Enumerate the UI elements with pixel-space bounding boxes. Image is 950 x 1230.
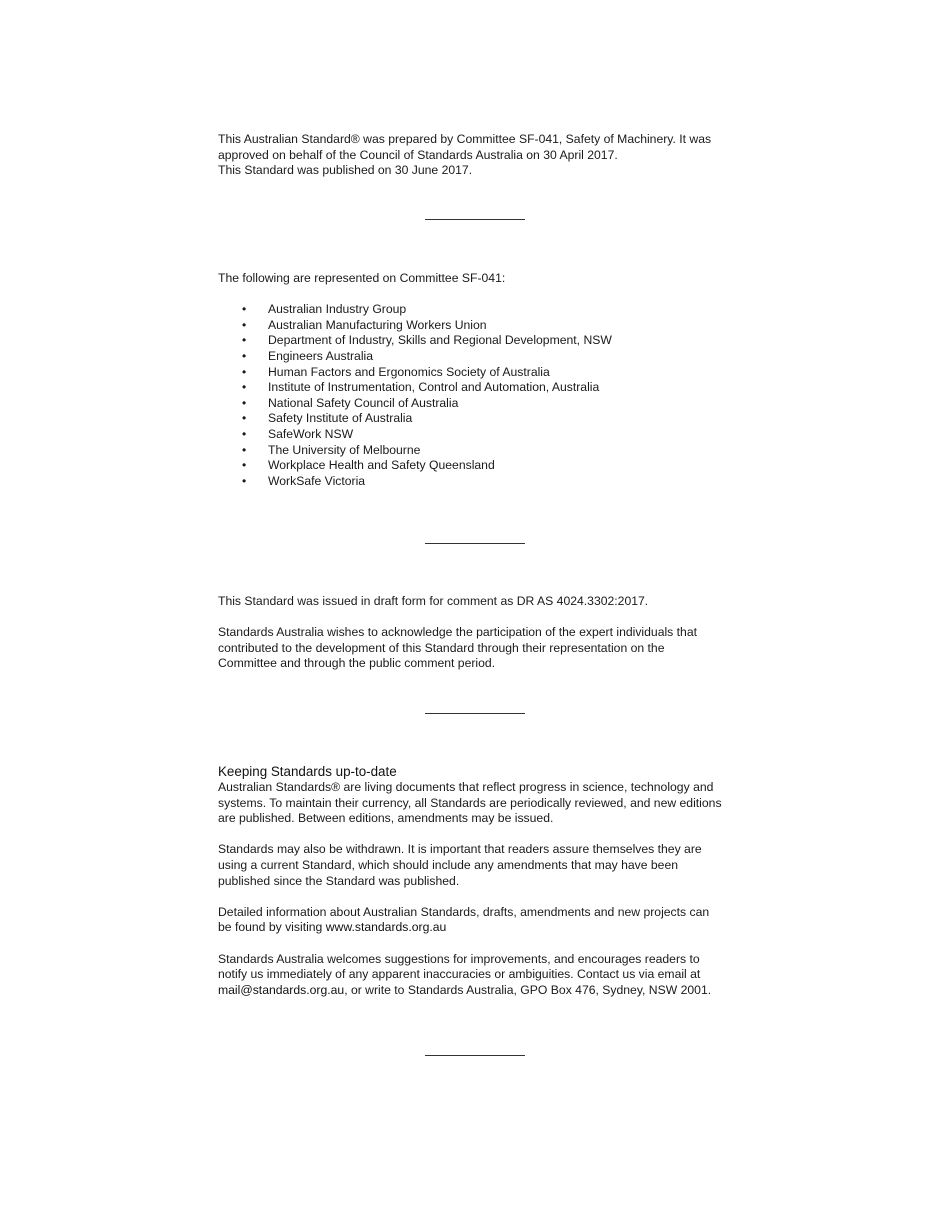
bullet-icon: • xyxy=(242,426,247,441)
acknowledgement-paragraph xyxy=(218,625,738,672)
member-name: Institute of Instrumentation, Control and Automation, Australia xyxy=(268,380,600,395)
bullet-icon: • xyxy=(242,348,247,363)
list-item xyxy=(218,443,738,459)
bullet-icon: • xyxy=(242,302,247,317)
preparation-statement xyxy=(218,132,738,179)
paragraph-line: Standards Australia welcomes suggestions for improvements, and encourages readers to xyxy=(218,951,700,966)
list-item xyxy=(218,349,738,365)
member-name: Engineers Australia xyxy=(268,348,374,363)
member-name: The University of Melbourne xyxy=(268,442,421,457)
member-name: Human Factors and Ergonomics Society of Australia xyxy=(268,364,550,379)
section-heading: Keeping Standards up-to-date xyxy=(218,764,397,779)
list-item xyxy=(218,458,738,474)
keeping-standards-section xyxy=(218,764,738,998)
bullet-icon: • xyxy=(242,458,247,473)
draft-issued-statement: This Standard was issued in draft form for comment as DR AS 4024.3302:2017. xyxy=(218,594,649,608)
list-item xyxy=(218,365,738,381)
list-item xyxy=(218,302,738,318)
list-item xyxy=(218,396,738,412)
preparation-line-1: This Australian Standard® was prepared by Committee SF-041, Safety of Machinery. It was xyxy=(218,132,712,146)
member-name: Department of Industry, Skills and Regional Development, NSW xyxy=(268,333,612,348)
bullet-icon: • xyxy=(242,442,247,457)
list-item xyxy=(218,318,738,334)
committee-member-list xyxy=(218,302,738,489)
list-item xyxy=(218,411,738,427)
acknowledgement-line-1: Standards Australia wishes to acknowledge the participation of the expert individuals that xyxy=(218,625,697,640)
paragraph-line: notify us immediately of any apparent inaccuracies or ambiguities. Contact us via email at xyxy=(218,967,701,982)
list-item xyxy=(218,333,738,349)
member-name: Safety Institute of Australia xyxy=(268,411,413,426)
withdrawn-paragraph xyxy=(218,842,738,889)
suggestions-paragraph xyxy=(218,952,738,999)
paragraph-line xyxy=(218,983,738,999)
paragraph-text: , or write to Standards Australia, GPO Box 476, Sydney, NSW 2001. xyxy=(344,982,712,997)
paragraph-line: Detailed information about Australian Standards, drafts, amendments and new projects can xyxy=(218,904,710,919)
information-paragraph xyxy=(218,905,738,936)
bullet-icon: • xyxy=(242,395,247,410)
paragraph-line: published since the Standard was published. xyxy=(218,873,460,888)
living-documents-paragraph xyxy=(218,780,738,827)
section-divider xyxy=(425,713,525,714)
bullet-icon: • xyxy=(242,317,247,332)
paragraph-line xyxy=(218,920,738,936)
draft-section xyxy=(218,594,738,672)
paragraph-line: are published. Between editions, amendments may be issued. xyxy=(218,811,554,826)
paragraph-line: Standards may also be withdrawn. It is important that readers assure themselves they are xyxy=(218,842,702,857)
member-name: WorkSafe Victoria xyxy=(268,473,366,488)
list-item xyxy=(218,380,738,396)
list-item xyxy=(218,474,738,490)
paragraph-line: Australian Standards® are living documents that reflect progress in science, technology and xyxy=(218,780,714,794)
website-link[interactable]: www.standards.org.au xyxy=(325,920,447,935)
member-name: SafeWork NSW xyxy=(268,426,354,441)
section-divider xyxy=(425,219,525,220)
section-divider xyxy=(425,1055,525,1056)
bullet-icon: • xyxy=(242,364,247,379)
member-name: National Safety Council of Australia xyxy=(268,395,459,410)
bullet-icon: • xyxy=(242,411,247,426)
list-item xyxy=(218,427,738,443)
committee-section xyxy=(218,271,738,489)
bullet-icon: • xyxy=(242,380,247,395)
bullet-icon: • xyxy=(242,333,247,348)
paragraph-line: using a current Standard, which should include any amendments that may have been xyxy=(218,857,679,872)
email-link[interactable]: mail@standards.org.au xyxy=(218,982,345,997)
paragraph-line: systems. To maintain their currency, all Standards are periodically reviewed, and new editions xyxy=(218,795,722,810)
section-divider xyxy=(425,543,525,544)
preparation-line-2: approved on behalf of the Council of Standards Australia on 30 April 2017. xyxy=(218,147,618,162)
publication-date-line: This Standard was published on 30 June 2017. xyxy=(218,163,473,178)
paragraph-text: be found by visiting xyxy=(218,920,326,935)
acknowledgement-line-2: contributed to the development of this Standard through their representation on the xyxy=(218,640,665,655)
member-name: Workplace Health and Safety Queensland xyxy=(268,458,495,473)
member-name: Australian Industry Group xyxy=(268,302,407,317)
bullet-icon: • xyxy=(242,473,247,488)
acknowledgement-line-3: Committee and through the public comment period. xyxy=(218,656,496,671)
committee-intro: The following are represented on Committee SF-041: xyxy=(218,271,506,285)
member-name: Australian Manufacturing Workers Union xyxy=(268,317,487,332)
